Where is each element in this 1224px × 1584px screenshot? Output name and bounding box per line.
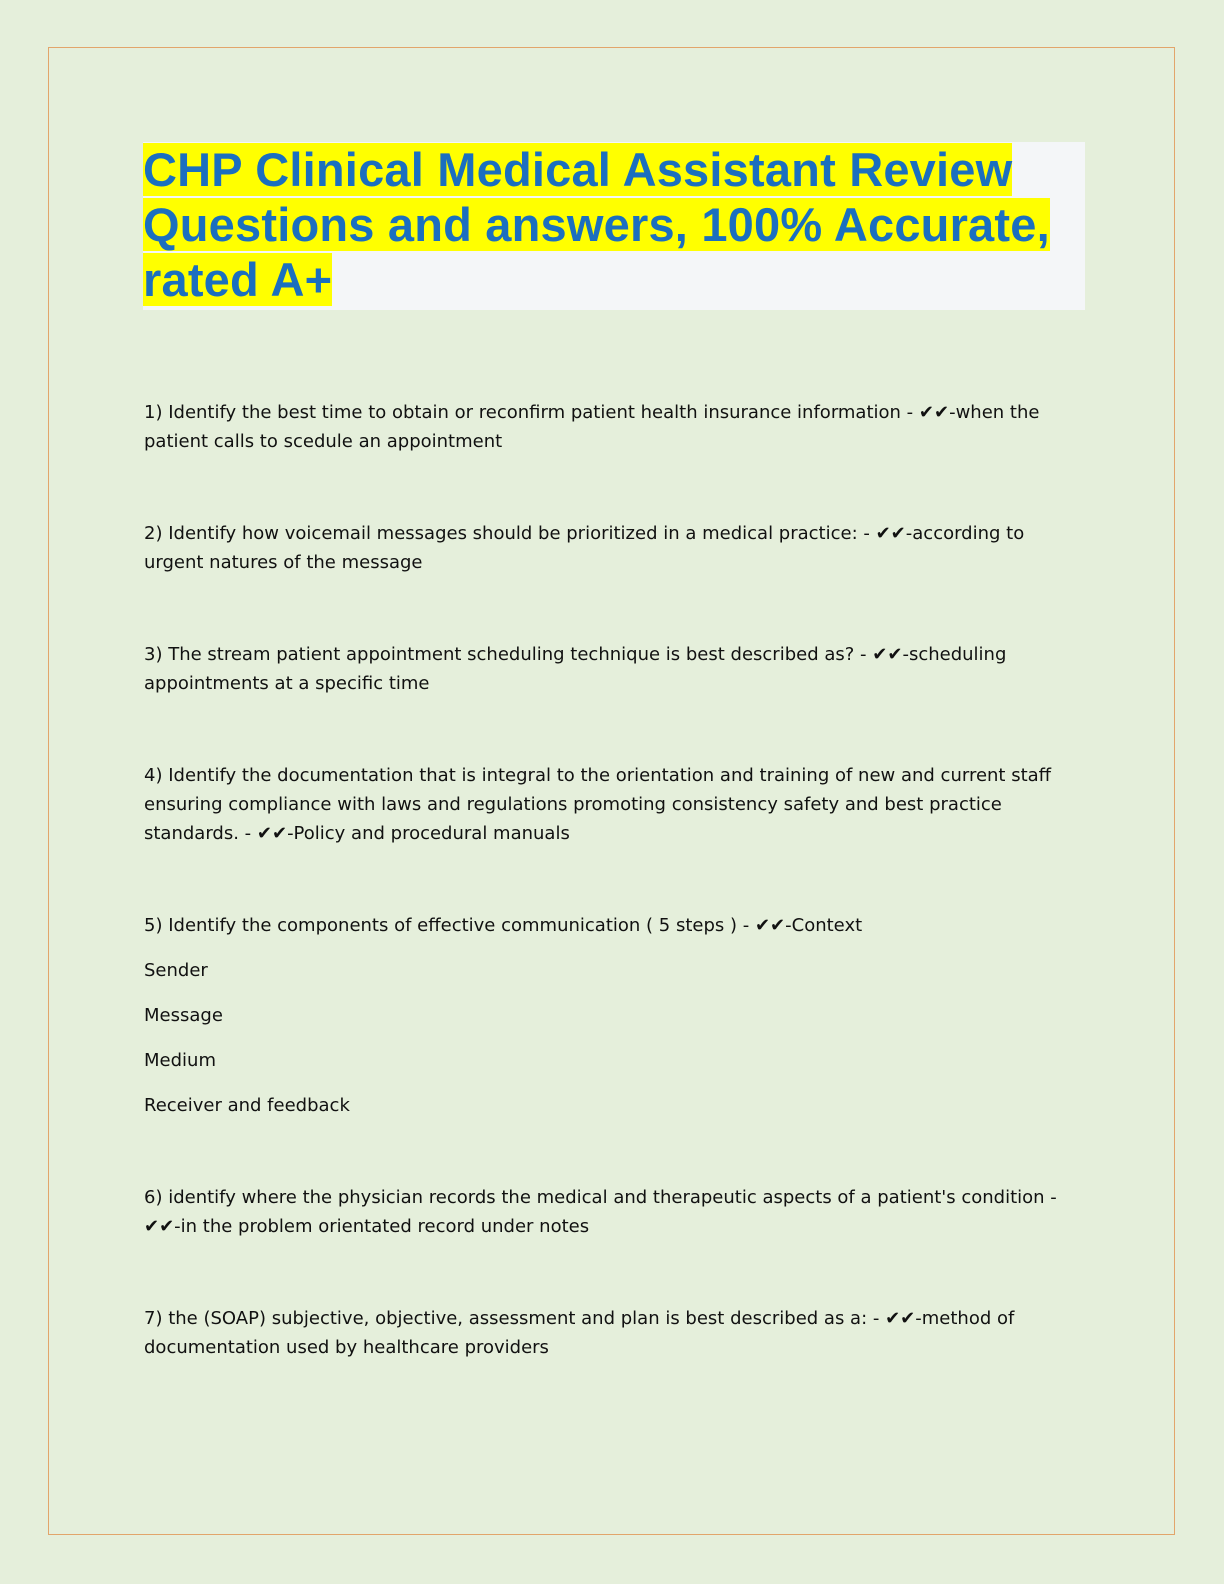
question-number: 3) — [144, 644, 163, 665]
question-number: 7) — [144, 1308, 163, 1329]
answer-text: -according to urgent natures of the message — [144, 523, 1025, 573]
qa-item-1 — [144, 398, 1089, 456]
question-text: Identify the best time to obtain or reconfirm patient health insurance information - — [168, 402, 914, 423]
check-icon: ✔✔ — [256, 823, 288, 844]
qa-item-6 — [144, 1183, 1089, 1241]
answer-list-item: Medium — [144, 1050, 216, 1071]
question-text: Identify how voicemail messages should be prioritized in a medical practice: - — [168, 523, 870, 544]
answer-list-item: Message — [144, 1005, 223, 1026]
check-icon: ✔✔ — [918, 402, 950, 423]
qa-item-3 — [144, 640, 1089, 698]
answer-text: -in the problem orientated record under notes — [174, 1216, 590, 1237]
answer-text: -scheduling appointments at a specific time — [144, 644, 1007, 694]
check-icon: ✔✔ — [875, 523, 906, 544]
question-text: the (SOAP) subjective, objective, assessment and plan is best described as a: - — [168, 1308, 880, 1329]
question-number: 2) — [144, 523, 163, 544]
answer-list-item: Receiver and feedback — [144, 1095, 350, 1116]
qa-item-2 — [144, 519, 1089, 577]
document-title-text: CHP Clinical Medical Assistant Review Questions and answers, 100% Accurate, rated A+ — [143, 143, 1050, 306]
answer-text: -method of documentation used by healthcare providers — [144, 1308, 1015, 1358]
qa-item-7 — [144, 1304, 1089, 1362]
answer-text: -Context — [785, 915, 863, 936]
answer-list-item: Sender — [144, 960, 208, 981]
answer-text: -Policy and procedural manuals — [287, 823, 570, 844]
question-number: 4) — [144, 765, 163, 786]
document-title — [143, 142, 1085, 307]
check-icon: ✔✔ — [872, 644, 903, 665]
answer-text: -when the patient calls to scedule an appointment — [144, 402, 1040, 452]
question-text: The stream patient appointment scheduling technique is best described as? - — [168, 644, 867, 665]
question-number: 1) — [144, 402, 163, 423]
qa-item-4 — [144, 761, 1089, 848]
qa-list — [144, 398, 1089, 1362]
question-text: Identify the documentation that is integral to the orientation and training of new and current staff ensuring compliance with laws and regulations promoting consistency safety and best practice standards. - — [144, 765, 1052, 844]
check-icon: ✔✔ — [885, 1308, 916, 1329]
question-text: Identify the components of effective communication ( 5 steps ) - — [168, 915, 750, 936]
qa-item-5 — [144, 911, 1089, 940]
check-icon: ✔✔ — [754, 915, 786, 936]
title-block — [143, 142, 1085, 310]
question-number: 6) — [144, 1187, 163, 1208]
question-number: 5) — [144, 915, 163, 936]
question-text: identify where the physician records the medical and therapeutic aspects of a patient's condition - — [168, 1187, 1057, 1208]
check-icon: ✔✔ — [144, 1216, 175, 1237]
